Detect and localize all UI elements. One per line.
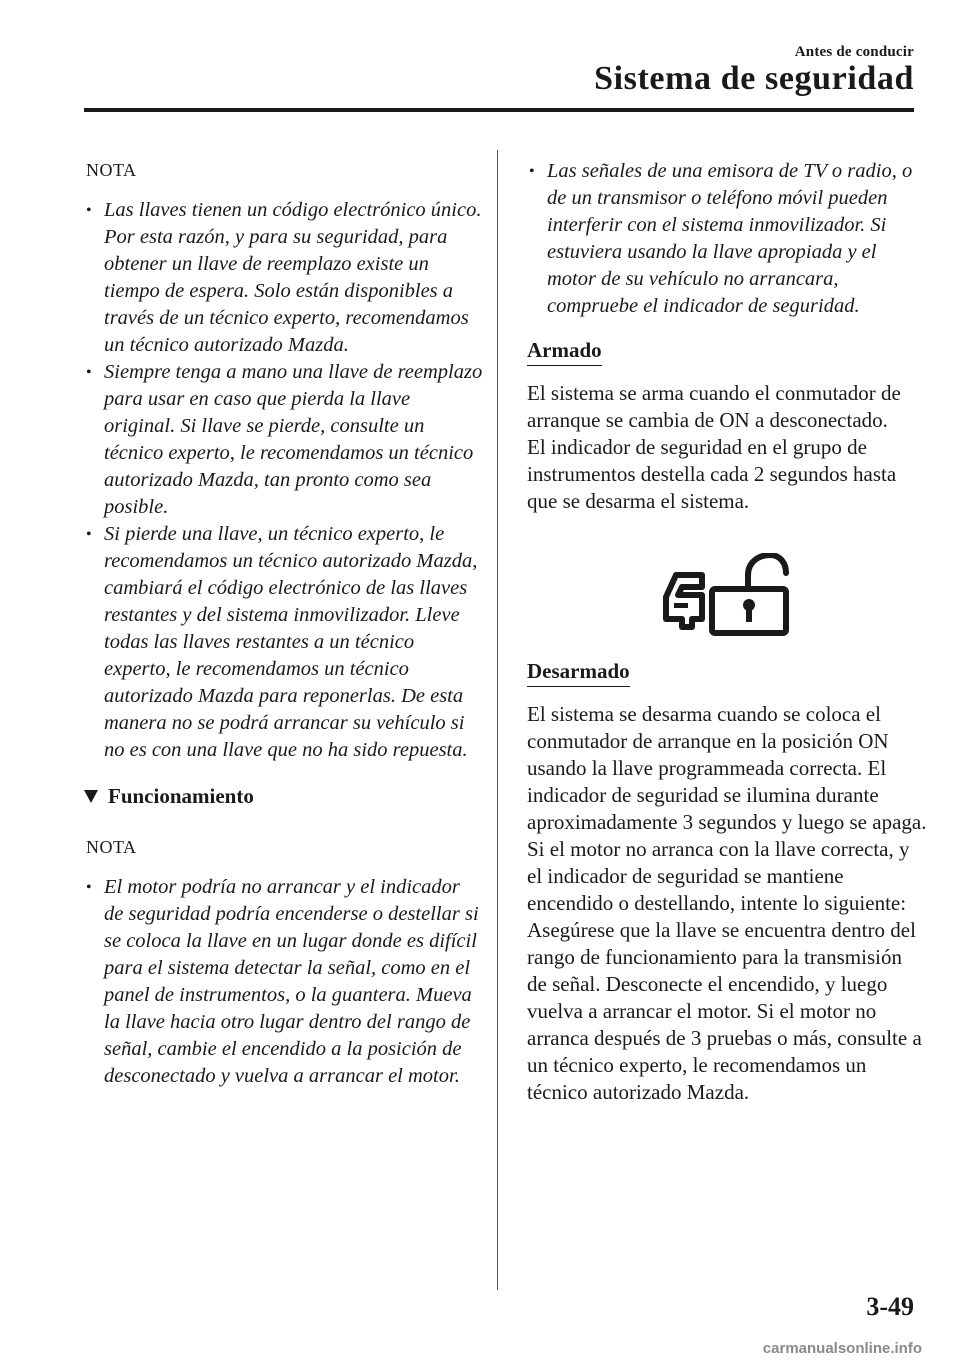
- paragraph-line: Asegúrese que la llave se encuentra dentro del rango de funcionamiento para la transmisión de señal. Desconecte el encendido, y luego vuelva a arrancar el motor. Si el motor no arranca después de 3 pruebas o más, consulte a un técnico experto, le recomendamos un técnico autorizado Mazda.: [527, 918, 922, 1104]
- bullet-icon: •: [86, 879, 92, 896]
- car-padlock-icon: [662, 553, 792, 637]
- bullet-icon: •: [86, 202, 92, 219]
- bullet-icon: •: [86, 364, 92, 381]
- armado-heading: Armado: [527, 338, 602, 366]
- note-item: [527, 158, 927, 320]
- armado-paragraph: [527, 380, 927, 515]
- note-item: [84, 874, 484, 1090]
- right-column: [527, 158, 927, 1106]
- note-text: Si pierde una llave, un técnico experto, le recomendamos un técnico autorizado Mazda, cambiará el código electrónico de las llaves restantes y del sistema inmovilizador. Lleve todas las llaves restantes a un técnico experto, le recomendamos un técnico autorizado Mazda para reponerlas. De esta manera no se podrá arrancar su vehículo si no es con una llave que no ha sido repuesta.: [104, 523, 478, 761]
- header-rule: [84, 108, 914, 112]
- paragraph-line: Si el motor no arranca con la llave correcta, y el indicador de seguridad se mantiene encendido o destellando, intente lo siguiente:: [527, 837, 910, 915]
- note-text: Siempre tenga a mano una llave de reemplazo para usar en caso que pierda la llave original. Si llave se pierde, consulte un técnico experto, le recomendamos un técnico autorizado Mazda, tan pronto como sea posible.: [104, 361, 483, 518]
- section-heading: [84, 784, 484, 809]
- note-text: Las llaves tienen un código electrónico único. Por esta razón, y para su seguridad, para obtener un llave de reemplazo existe un tiempo de espera. Solo están disponibles a través de un técnico experto, recomendamos un técnico autorizado Mazda.: [104, 199, 482, 356]
- note-text: Las señales de una emisora de TV o radio, o de un transmisor o teléfono móvil pueden interferir con el sistema inmovilizador. Si estuviera usando la llave apropiada y el motor de su vehículo no arrancara, compruebe el indicador de seguridad.: [547, 160, 913, 317]
- paragraph-line: El indicador de seguridad en el grupo de instrumentos destella cada 2 segundos hasta que se desarma el sistema.: [527, 435, 897, 513]
- header-section-label: Antes de conducir: [794, 44, 914, 60]
- bullet-icon: •: [529, 163, 535, 180]
- paragraph-line: El sistema se desarma cuando se coloca el conmutador de arranque en la posición ON usando la llave programmeada correcta. El indicador de seguridad se ilumina durante aproximadamente 3 segundos y luego se apaga.: [527, 702, 927, 834]
- nota-label: NOTA: [86, 160, 137, 180]
- security-indicator-figure: [527, 553, 927, 637]
- page-title: Sistema de seguridad: [594, 60, 914, 97]
- note-item: [84, 521, 484, 764]
- triangle-down-icon: [84, 790, 98, 803]
- page-number: 3-49: [866, 1292, 914, 1321]
- note-item: [84, 197, 484, 359]
- bullet-icon: •: [86, 526, 92, 543]
- paragraph-line: El sistema se arma cuando el conmutador de arranque se cambia de ON a desconectado.: [527, 381, 901, 432]
- column-divider: [497, 150, 498, 1290]
- note-item: [84, 359, 484, 521]
- left-column: [84, 160, 484, 1090]
- note-text: El motor podría no arrancar y el indicador de seguridad podría encenderse o destellar si se coloca la llave en un lugar donde es difícil para el sistema detectar la señal, como en el panel de instrumentos, o la guantera. Mueva la llave hacia otro lugar dentro del rango de señal, cambie el encendido a la posición de desconectado y vuelva a arrancar el motor.: [104, 876, 479, 1087]
- watermark: carmanualsonline.info: [762, 1340, 922, 1357]
- nota-label: NOTA: [86, 837, 137, 857]
- desarmado-paragraph: [527, 701, 927, 1106]
- section-heading-text: Funcionamiento: [108, 784, 254, 808]
- desarmado-heading: Desarmado: [527, 659, 630, 687]
